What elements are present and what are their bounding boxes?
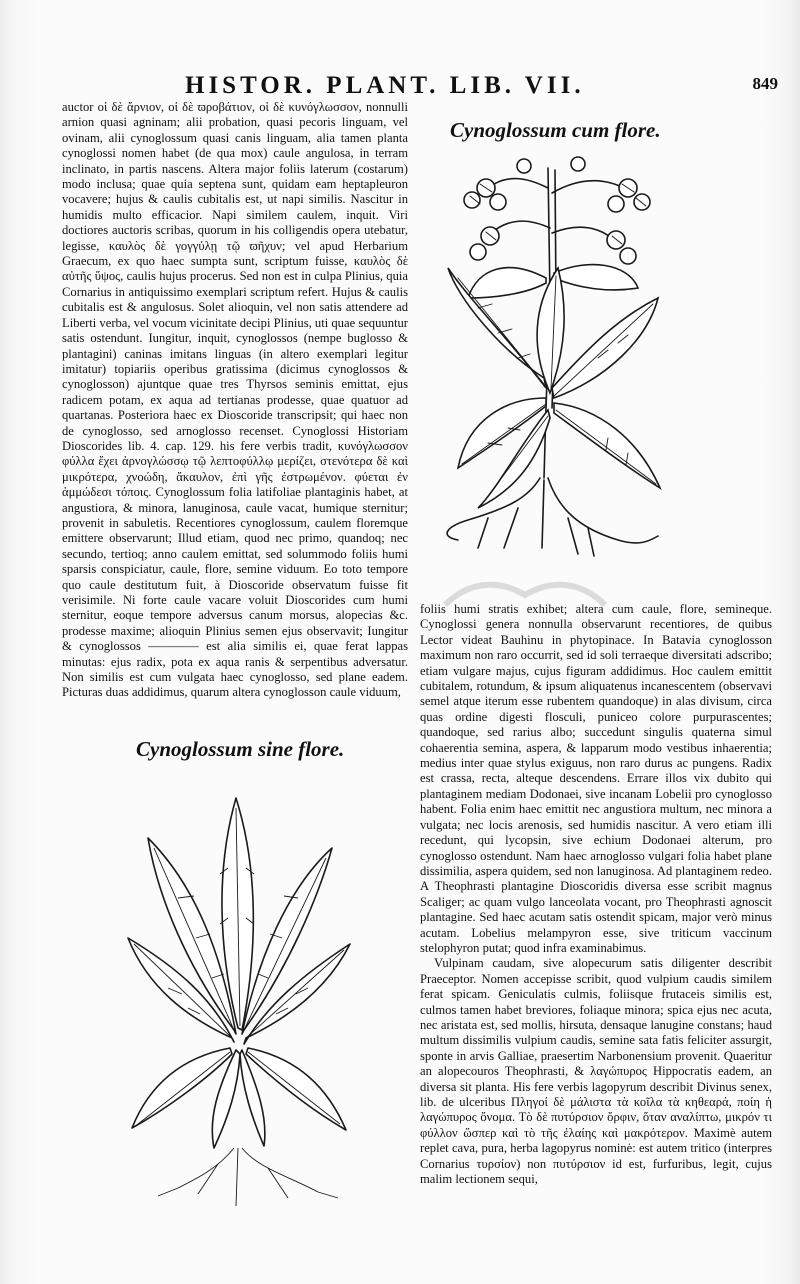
running-head: HISTOR. PLANT. LIB. VII. — [185, 72, 585, 99]
paragraph: foliis humi stratis exhibet; altera cum caule, flore, semineque. Cynoglossi genera nonnulla observarunt recentiores, de quibus Lector videat Bauhinu in phytopinace. In Batavia cynoglosson maximum non raro occurrit, sed id soli terraeque diversitati adscribo; etiam vulgare majus, cujus figuram addidimus. Hoc caulem emittit cubitalem, rotundum, & ipsum aliquatenus incanescentem (observavi semel atque iterum esse rubentem quandoque) in alas divisum, circa quas ordine digesti flosculi, puniceo colore purpurascentes; quandoque, sed rarius albo; succedunt singulis quaterna simul cohaerentia semina, aspera, & lapparum modo vestibus inhaerentia; medius inter quae stylus exiguus, non raro durus ac pungens. Radix est crassa, recta, alteque descendens. Errare illos vix dubito qui plantaginem mediam Dodonaei, sive incanam Lobelii pro cynoglosso habent. Folia enim haec emittit nec angustiora multum, nec minora a vulgata; nec locis arenosis, sed humidis nascitur. A vero etiam illi recedunt, qui lycopsin, sive echium Dodonaei alterum, pro cynoglosso ostendunt. Nam haec arnoglosso vulgari folia habet plane dissimilia, aspera quidem, sed non lanuginosa. Ad plantaginem redeo. A Theophrasti plantagine Dioscoridis diversa esse scribit magnus Scaliger; ac quam vulgo lanceolata vocant, pro Theophrasti agnoscit plantagine. Sed haec acutam satis ostendit spicam, major verò minus acutam. Lobelius melampyron esse, sive triticum vaccinum stelophyron putat; quod infra examinabimus. — [420, 602, 772, 955]
caption-with-flower: Cynoglossum cum flore. — [450, 118, 661, 142]
cynoglossum-rosette-woodcut — [118, 768, 360, 1208]
cynoglossum-flowering-woodcut — [428, 148, 678, 568]
right-column-text — [420, 602, 772, 1266]
page-number: 849 — [752, 74, 778, 93]
paragraph: auctor οἱ δὲ ἄρνιον, οἱ δὲ ϖροβάτιον, οἱ δὲ κυνόγλωσσον, nonnulli arnion quasi agninam; alii probation, quasi pecoris linguam, vel ovinam, alii cynoglossum quasi canis linguam, alia tamen planta cynoglossi nomen habet (de qua mox) caule angulosa, in terram inclinato, in partis nascens. Altera major foliis laterum (costarum) modo inclusa; quae quia septena sunt, quidam eam heptapleuron vocavere; hujus & caulis cubitalis est, ut napi similis. Nascitur in humidis multo efficacior. Napi similem caulem, inquit. Viri doctiores auctoris scribas, quorum in his colligendis opera utebatur, legisse, καυλὸς δὲ γογγύλῃ τῷ ϖῆχυν; vel apud Herbarium Graecum, ex quo haec sumpta sunt, scriptum fuisse, καυλὸς δὲ αὐτῆς ὕψος, caulis hujus procerus. Sed non est in culpa Plinius, quia Cornarius in antiquissimo exemplari scriptum refert. Hujus & caulis cubitalis est & angulosus. Solet alioquin, vel non satis attendere ad Liberti verba, vel vocum vicinitate decipi Plinius, uti quae sequuntur satis ostendunt. Iungitur, inquit, cynoglossos (nempe buglosso & plantagini) caninas imitans linguas (in altero exemplari legitur imitatur) topiariis operibus gratissima (dicimus cynoglossos & cynoglosson) ajuntque quae tres Thyrsos seminis emittat, ejus radicem potam, ex aqua ad tertianas prodesse, quae quatuor ad quartanas. Posteriora haec ex Dioscoride transcripsit; qui haec non de cynoglosso, sed arnoglosso recenset. Cynoglossi Historiam Dioscorides lib. 4. cap. 129. his fere verbis tradit, κυνόγλωσσον φύλλα ἔχει ἀρνογλώσσῳ τῷ λεπτοφύλλῳ μερίζει, στενότερα δὲ καὶ μικρότερα, χνοώδη, ἄκαυλον, ἐπὶ γῆς ἐστρωμένον. φύεται ἐν ἀμμώδεσι τόποις. Cynoglossum folia latifoliae plantaginis habet, at angustiora, & minora, lanuginosa, caule vacat, humique sternitur; provenit in sabuletis. Recentiores cynoglossum, caulem floremque emittere observarunt; Illud etiam, quod nec primo, quandoq; nec secundo, tertioq; anno caulem emittat, sed solummodo foliis humi sparsis conspiciatur, caule, flore, semine viduum. Eo toto tempore quo caule destitutum fuit, à Dioscoride observatum fuisse fit verisimile. Ni forte caule vacare voluit Dioscorides cum humi sternitur, eoque tempore adversus canum morsus, alopecias &c. prodesse maxime; alioquin Plinius semen ejus observavit; Iungitur & cynoglossos ———— est alia similis ei, quae ferat lappas minutas: ejus radix, pota ex aqua ranis & serpentibus adversatur. Non similis est cum vulgata haec cynoglosso, sed plane eadem. Picturas duas addidimus, quarum altera cynoglosson caule viduum, — [62, 100, 408, 700]
left-column-text — [62, 100, 408, 728]
paragraph: Vulpinam caudam, sive alopecurum satis diligenter describit Praeceptor. Nomen accepisse scribit, quod vulpium caudis similem ferat spicam. Geniculatis culmis, foliisque frutaceis similis est, culmos tamen habet breviores, foliaque minora; spica ejus nec acuta, nec aristata est, sed mollis, hirsuta, densaque lanugine constans; haud multum dissimilis vulpium caudis, semine sata fatis feliciter assurgit, sponte in arvis Galliae, praesertim Narbonensium provenit. Quaeritur an alopecouros Theophrasti, & λαγώπυρος Hippocratis eadem, an diversa sit planta. His fere verbis lagopyrum describit Divinus senex, lib. de ulceribus Πληγοί δὲ μάλιστα τὰ κοῖλα τὰ κηθεαρά, ποίη ἡ λαγώπυρος ὄνομα. Τὸ δὲ πυτύρσιον ὄρφιν, ὅταν αναλίπτω, μικρόν τι φύλλον ὥσπερ καὶ τὸ τῆς ἐλαίης καὶ μακρότερον. Maximè autem replet cava, pura, herba lagopyrus nominė: est autem tritico (interpres Cornarius τυρσίον) non πυτύρσιον id est, furfuribus, legit, cujus malim lectionem sequi, — [420, 956, 772, 1187]
caption-without-flower: Cynoglossum sine flore. — [136, 737, 345, 761]
bleed-through-ornament — [440, 575, 610, 611]
